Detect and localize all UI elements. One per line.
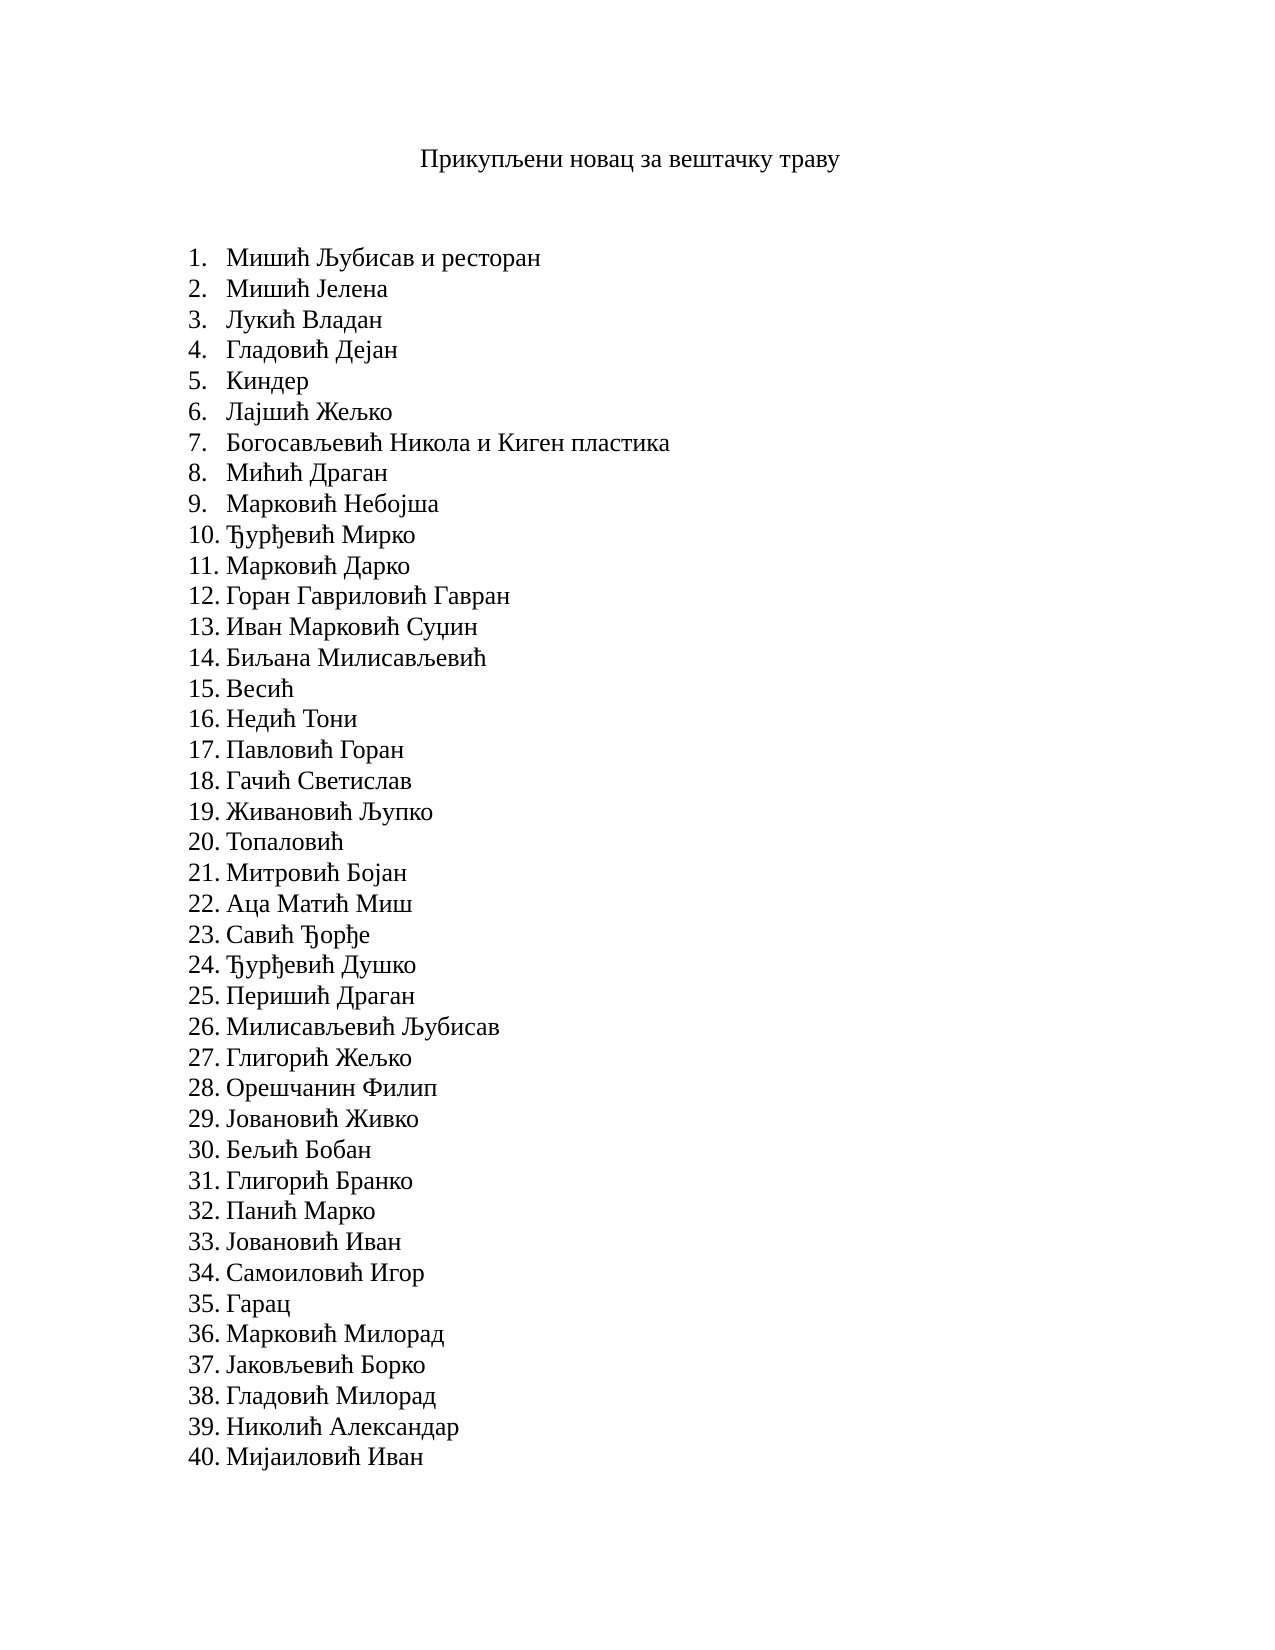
list-item [188, 1073, 1128, 1104]
list-item-name: Биљана Милисављевић [226, 642, 487, 672]
list-item-name: Гладовић Дејан [226, 335, 398, 365]
list-item-number: 15. [188, 673, 221, 703]
list-item [188, 1196, 1128, 1227]
list-item-name: Мишић Љубисав и ресторан [226, 243, 541, 272]
list-item [188, 428, 1128, 459]
list-item [188, 889, 1128, 920]
list-item [188, 1442, 1128, 1473]
list-item [188, 981, 1128, 1012]
list-item [188, 1012, 1128, 1043]
list-item [188, 489, 1128, 520]
list-item-number: 29. [188, 1104, 221, 1133]
list-item-name: Живановић Љупко [226, 796, 434, 826]
list-item-number: 9. [188, 489, 208, 518]
list-item-name: Иван Марковић Суџин [226, 612, 478, 641]
list-item-number: 12. [188, 581, 221, 611]
list-item [188, 335, 1128, 366]
list-item-number: 28. [188, 1073, 221, 1103]
list-item-number: 26. [188, 1011, 221, 1041]
list-item-number: 40. [188, 1442, 221, 1472]
list-item-name: Јовановић Живко [226, 1104, 419, 1133]
list-item-number: 24. [188, 950, 221, 980]
list-item [188, 643, 1128, 674]
list-item-name: Николић Александар [226, 1411, 460, 1441]
list-item-name: Лајшић Жељко [226, 396, 393, 426]
list-item [188, 950, 1128, 981]
list-item-name: Мишић Јелена [226, 273, 389, 303]
list-item [188, 243, 1128, 274]
list-item [188, 581, 1128, 612]
list-item-number: 11. [188, 550, 220, 580]
list-item-number: 6. [188, 396, 208, 426]
list-item-name: Глигорић Бранко [226, 1165, 414, 1195]
list-item-number: 38. [188, 1380, 221, 1410]
list-item-name: Топаловић [226, 827, 344, 857]
list-item-number: 36. [188, 1319, 221, 1349]
list-item-name: Марковић Небојша [226, 489, 439, 518]
list-item-number: 23. [188, 919, 221, 949]
list-item-number: 21. [188, 858, 221, 887]
list-item [188, 797, 1128, 828]
list-item [188, 1350, 1128, 1381]
list-item-name: Гладовић Милорад [226, 1380, 437, 1410]
list-item-number: 1. [188, 243, 208, 272]
list-item-number: 33. [188, 1227, 221, 1256]
list-item-name: Горан Гавриловић Гавран [226, 581, 511, 611]
list-item-number: 10. [188, 519, 221, 549]
list-item-number: 7. [188, 427, 208, 457]
list-item-name: Бељић Бобан [226, 1134, 372, 1164]
list-item [188, 520, 1128, 551]
list-item [188, 1043, 1128, 1074]
list-item-name: Гачић Светислав [226, 765, 412, 795]
list-item-name: Савић Ђорђе [226, 919, 371, 949]
list-item-name: Самоиловић Игор [226, 1257, 425, 1287]
list-item [188, 612, 1128, 643]
list-item-number: 18. [188, 765, 221, 795]
list-item-name: Панић Марко [226, 1196, 376, 1226]
list-item [188, 551, 1128, 582]
list-item-number: 27. [188, 1042, 221, 1072]
list-item [188, 1381, 1128, 1412]
list-item-number: 13. [188, 612, 221, 641]
list-item-name: Јаковљевић Борко [226, 1350, 426, 1379]
list-item-number: 39. [188, 1411, 221, 1441]
list-item-name: Киндер [226, 366, 309, 395]
list-item-number: 25. [188, 981, 221, 1010]
list-item [188, 1135, 1128, 1166]
list-item [188, 1227, 1128, 1258]
document-title: Прикупљени новац за вештачку траву [419, 144, 841, 173]
list-item-number: 34. [188, 1257, 221, 1287]
list-item-number: 3. [188, 304, 208, 334]
list-item-name: Јовановић Иван [226, 1227, 402, 1256]
list-item-name: Павловић Горан [226, 735, 405, 764]
list-item [188, 735, 1128, 766]
list-item-name: Лукић Владан [226, 304, 383, 334]
list-item-name: Мићић Драган [226, 458, 388, 488]
list-item-number: 8. [188, 458, 208, 488]
list-item-name: Митровић Бојан [226, 858, 408, 887]
list-item-number: 22. [188, 888, 221, 918]
list-item-number: 4. [188, 335, 208, 365]
list-item [188, 674, 1128, 705]
list-item-name: Богосављевић Никола и Киген пластика [226, 427, 671, 457]
list-item [188, 1412, 1128, 1443]
list-item-name: Глигорић Жељко [226, 1042, 413, 1072]
list-item [188, 305, 1128, 336]
numbered-name-list [188, 243, 1128, 1473]
list-item-number: 32. [188, 1196, 221, 1226]
list-item-name: Ђурђевић Душко [226, 950, 417, 980]
list-item-number: 14. [188, 642, 221, 672]
list-item-name: Перишић Драган [226, 981, 416, 1010]
list-item [188, 1319, 1128, 1350]
list-item [188, 1289, 1128, 1320]
list-item-name: Гарац [226, 1288, 291, 1318]
list-item [188, 704, 1128, 735]
list-item-number: 16. [188, 704, 221, 734]
list-item [188, 397, 1128, 428]
list-item [188, 1258, 1128, 1289]
list-item [188, 1104, 1128, 1135]
list-item [188, 827, 1128, 858]
list-item-name: Недић Тони [226, 704, 358, 734]
list-item-number: 31. [188, 1165, 221, 1195]
list-item [188, 920, 1128, 951]
list-item [188, 274, 1128, 305]
list-item [188, 858, 1128, 889]
list-item-name: Весић [226, 673, 294, 703]
list-item-name: Аца Матић Миш [226, 888, 413, 918]
list-item-number: 35. [188, 1288, 221, 1318]
list-item-number: 30. [188, 1134, 221, 1164]
list-item [188, 366, 1128, 397]
list-item [188, 766, 1128, 797]
list-item-name: Ђурђевић Мирко [226, 519, 416, 549]
list-item-number: 20. [188, 827, 221, 857]
list-item-name: Марковић Дарко [226, 550, 411, 580]
list-item-name: Марковић Милорад [226, 1319, 445, 1349]
list-item [188, 1166, 1128, 1197]
list-item-number: 37. [188, 1350, 221, 1379]
list-item-number: 19. [188, 796, 221, 826]
list-item-number: 5. [188, 366, 208, 395]
list-item-number: 17. [188, 735, 221, 764]
list-item-number: 2. [188, 273, 208, 303]
list-item [188, 458, 1128, 489]
list-item-name: Милисављевић Љубисав [226, 1011, 500, 1041]
list-item-name: Орешчанин Филип [226, 1073, 438, 1103]
list-item-name: Мијаиловић Иван [226, 1442, 424, 1472]
